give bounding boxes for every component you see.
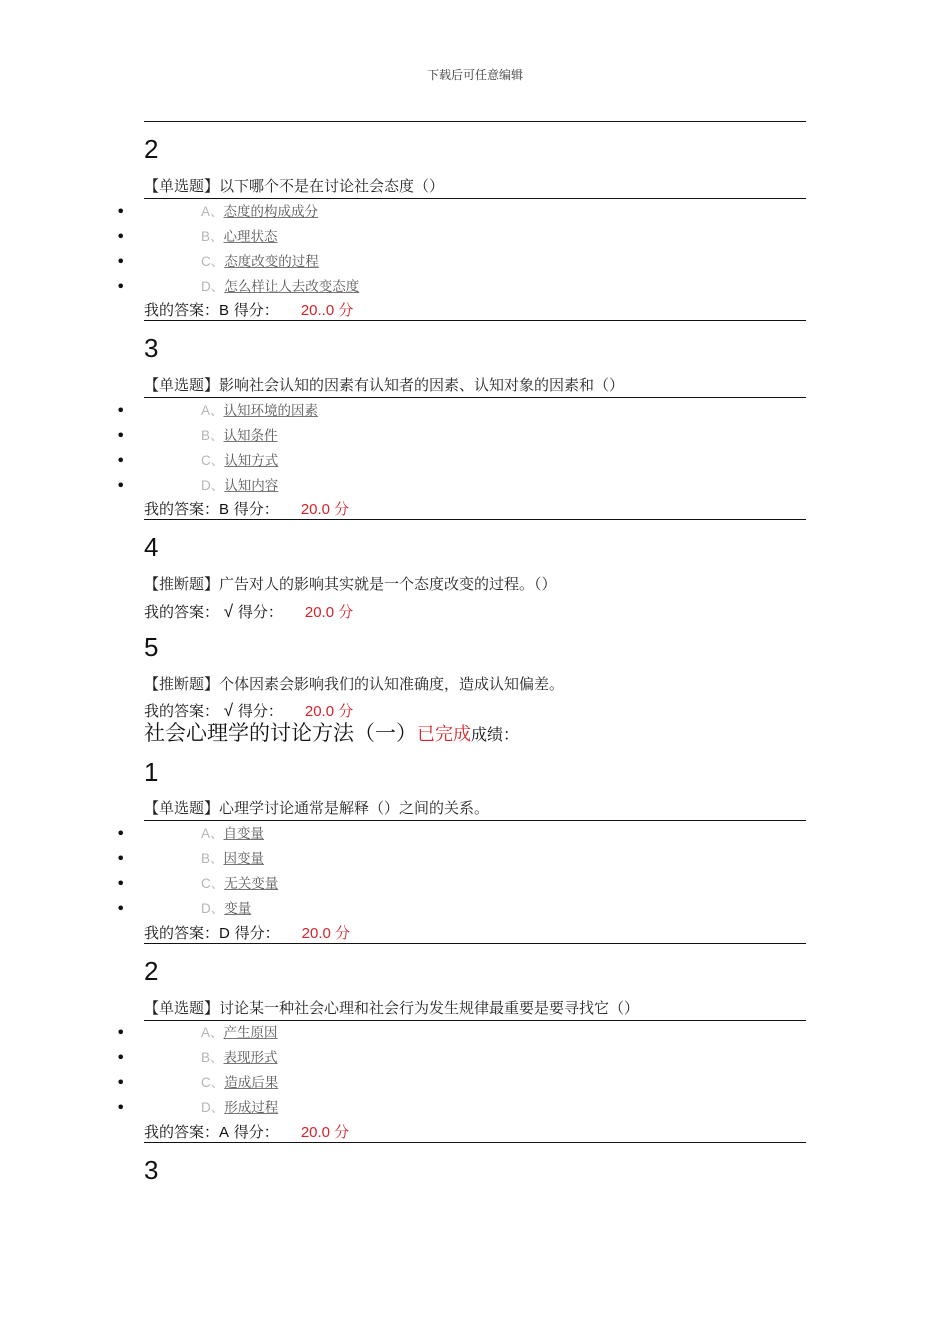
option-letter: C、	[201, 254, 225, 269]
divider	[144, 320, 806, 321]
divider	[144, 820, 806, 821]
list-bullet: •	[116, 1048, 126, 1067]
question-text: 【单选题】以下哪个不是在讨论社会态度（）	[144, 177, 445, 195]
answer-label: 我的答案：	[144, 603, 220, 621]
option-letter: C、	[201, 453, 225, 468]
answer-value: √	[219, 602, 234, 621]
option-b[interactable]	[201, 1049, 278, 1067]
question-text: 【单选题】讨论某一种社会心理和社会行为发生规律最重要是要寻找它（）	[144, 999, 640, 1017]
option-b[interactable]	[201, 228, 278, 246]
option-d[interactable]	[201, 1099, 278, 1117]
option-c[interactable]	[201, 253, 319, 271]
option-letter: B、	[201, 1050, 224, 1065]
list-bullet: •	[116, 1098, 126, 1117]
answer-value: B	[219, 302, 230, 319]
question-number: 5	[144, 632, 159, 662]
option-letter: D、	[201, 478, 225, 493]
option-text: 造成后果	[224, 1075, 279, 1091]
option-letter: B、	[201, 428, 224, 443]
option-text: 无关变量	[224, 876, 279, 892]
option-text: 认知内容	[224, 478, 279, 494]
option-letter: C、	[201, 1075, 225, 1090]
option-a[interactable]	[201, 1024, 278, 1042]
option-letter: A、	[201, 1025, 224, 1040]
score-value: 20.0 分	[300, 501, 350, 518]
list-bullet: •	[116, 1073, 126, 1092]
score-value: 20.0 分	[304, 604, 354, 621]
list-bullet: •	[116, 476, 126, 495]
question-number: 3	[144, 1155, 159, 1185]
score-label: 得分：	[233, 702, 283, 720]
grade-label: 成绩：	[471, 725, 520, 744]
divider	[144, 1020, 806, 1021]
question-text: 【单选题】影响社会认知的因素有认知者的因素、认知对象的因素和（）	[144, 376, 625, 394]
option-text: 认知条件	[223, 428, 278, 444]
score-value: 20.0 分	[304, 703, 354, 720]
divider	[144, 198, 806, 199]
page-header: 下载后可任意编辑	[426, 68, 523, 82]
section-title: 社会心理学的讨论方法（一）	[144, 721, 417, 745]
answer-label: 我的答案：	[144, 301, 220, 319]
option-text: 表现形式	[223, 1050, 278, 1066]
answer-line	[144, 1122, 349, 1143]
answer-value: B	[219, 501, 230, 518]
score-label: 得分：	[229, 1123, 279, 1141]
option-text: 自变量	[223, 826, 265, 842]
question-number: 2	[144, 134, 159, 164]
option-letter: A、	[201, 826, 224, 841]
option-text: 产生原因	[223, 1025, 278, 1041]
option-letter: A、	[201, 403, 224, 418]
list-bullet: •	[116, 899, 126, 918]
option-letter: D、	[201, 901, 225, 916]
score-value: 20.0 分	[300, 1124, 350, 1141]
option-letter: A、	[201, 204, 224, 219]
score-label: 得分：	[229, 500, 279, 518]
answer-label: 我的答案：	[144, 924, 220, 942]
divider	[144, 943, 806, 944]
answer-line	[144, 499, 349, 520]
option-letter: C、	[201, 876, 225, 891]
list-bullet: •	[116, 401, 126, 420]
divider	[144, 519, 806, 520]
answer-value: A	[219, 1124, 230, 1141]
list-bullet: •	[116, 426, 126, 445]
option-text: 态度改变的过程	[224, 254, 319, 270]
question-number: 2	[144, 956, 159, 986]
option-c[interactable]	[201, 875, 278, 893]
question-text: 【推断题】广告对人的影响其实就是一个态度改变的过程。（）	[144, 575, 557, 593]
list-bullet: •	[116, 277, 126, 296]
option-b[interactable]	[201, 850, 264, 868]
divider	[144, 1142, 806, 1143]
list-bullet: •	[116, 849, 126, 868]
option-c[interactable]	[201, 452, 278, 470]
list-bullet: •	[116, 824, 126, 843]
list-bullet: •	[116, 874, 126, 893]
list-bullet: •	[116, 1023, 126, 1042]
option-a[interactable]	[201, 402, 318, 420]
option-letter: B、	[201, 229, 224, 244]
divider	[144, 121, 806, 122]
status-badge: 已完成	[417, 724, 471, 745]
option-d[interactable]	[201, 477, 278, 495]
answer-value: D	[219, 925, 230, 942]
score-label: 得分：	[229, 924, 280, 942]
question-number: 3	[144, 333, 159, 363]
option-letter: D、	[201, 1100, 225, 1115]
divider	[144, 397, 806, 398]
option-text: 怎么样让人去改变态度	[224, 279, 360, 295]
option-letter: B、	[201, 851, 224, 866]
list-bullet: •	[116, 451, 126, 470]
option-text: 认知环境的因素	[223, 403, 319, 419]
answer-label: 我的答案：	[144, 702, 220, 720]
question-number: 4	[144, 532, 159, 562]
answer-line	[144, 300, 353, 321]
option-d[interactable]	[201, 278, 359, 296]
question-number: 1	[144, 757, 159, 787]
answer-value: √	[219, 701, 234, 720]
answer-line	[144, 923, 350, 944]
answer-line	[144, 602, 353, 623]
option-a[interactable]	[201, 203, 318, 221]
option-text: 认知方式	[224, 453, 279, 469]
option-text: 因变量	[223, 851, 265, 867]
list-bullet: •	[116, 252, 126, 271]
option-b[interactable]	[201, 427, 278, 445]
option-text: 心理状态	[223, 229, 278, 245]
option-letter: D、	[201, 279, 225, 294]
option-a[interactable]	[201, 825, 264, 843]
option-text: 形成过程	[224, 1100, 279, 1116]
score-value: 20.0 分	[301, 925, 351, 942]
section-heading	[144, 718, 519, 750]
list-bullet: •	[116, 227, 126, 246]
option-c[interactable]	[201, 1074, 278, 1092]
question-text: 【推断题】个体因素会影响我们的认知准确度，造成认知偏差。	[144, 675, 565, 693]
answer-label: 我的答案：	[144, 1123, 220, 1141]
score-label: 得分：	[229, 301, 279, 319]
answer-label: 我的答案：	[144, 500, 220, 518]
question-text: 【单选题】心理学讨论通常是解释（）之间的关系。	[144, 799, 490, 817]
option-text: 变量	[224, 901, 252, 917]
score-label: 得分：	[233, 603, 283, 621]
option-text: 态度的构成成分	[223, 204, 319, 220]
option-d[interactable]	[201, 900, 251, 918]
list-bullet: •	[116, 202, 126, 221]
score-value: 20..0 分	[300, 302, 354, 319]
